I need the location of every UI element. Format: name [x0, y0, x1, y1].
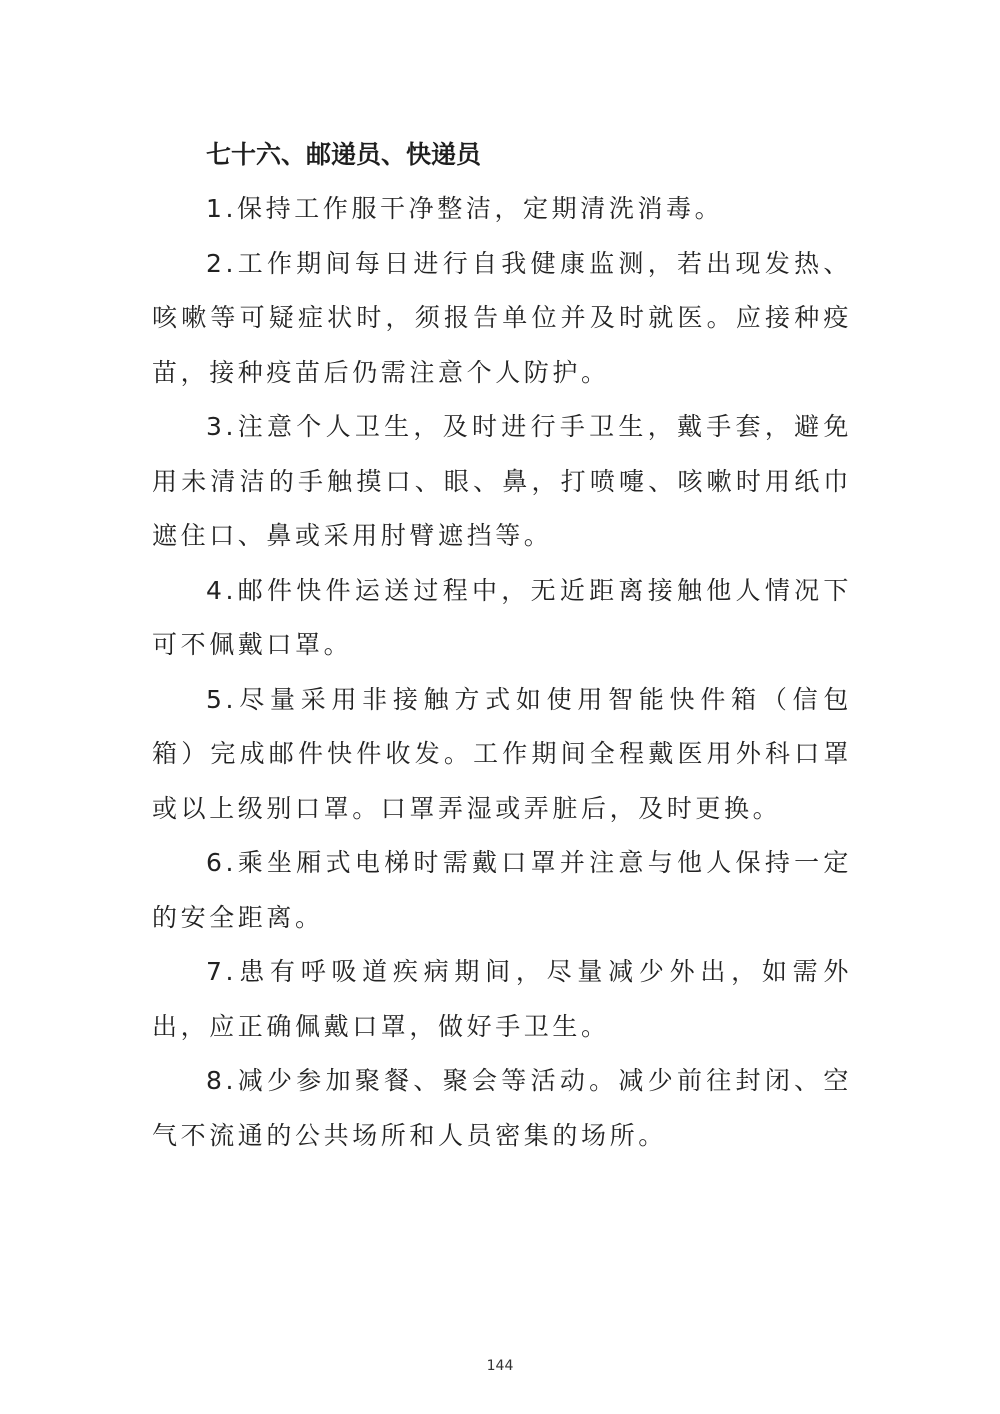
paragraph-2: 2.工作期间每日进行自我健康监测，若出现发热、咳嗽等可疑症状时，须报告单位并及时就医。应接种疫苗，接种疫苗后仍需注意个人防护。: [152, 248, 852, 387]
paragraph-6: 6.乘坐厢式电梯时需戴口罩并注意与他人保持一定的安全距离。: [152, 848, 852, 932]
section-heading: 七十六、邮递员、快递员: [206, 140, 482, 169]
document-body: [152, 128, 852, 1163]
paragraph-7: 7.患有呼吸道疾病期间，尽量减少外出，如需外出，应正确佩戴口罩，做好手卫生。: [152, 957, 852, 1041]
paragraph-5: 5.尽量采用非接触方式如使用智能快件箱（信包箱）完成邮件快件收发。工作期间全程戴医用外科口罩或以上级别口罩。口罩弄湿或弄脏后，及时更换。: [152, 684, 852, 823]
paragraph-1: 1.保持工作服干净整洁，定期清洗消毒。: [206, 194, 724, 223]
paragraph-4: 4.邮件快件运送过程中，无近距离接触他人情况下可不佩戴口罩。: [152, 575, 852, 659]
paragraph-8: 8.减少参加聚餐、聚会等活动。减少前往封闭、空气不流通的公共场所和人员密集的场所。: [152, 1066, 852, 1150]
page-number: 144: [486, 1358, 514, 1374]
paragraph-3: 3.注意个人卫生，及时进行手卫生，戴手套，避免用未清洁的手触摸口、眼、鼻，打喷嚏、咳嗽时用纸巾遮住口、鼻或采用肘臂遮挡等。: [152, 412, 852, 550]
